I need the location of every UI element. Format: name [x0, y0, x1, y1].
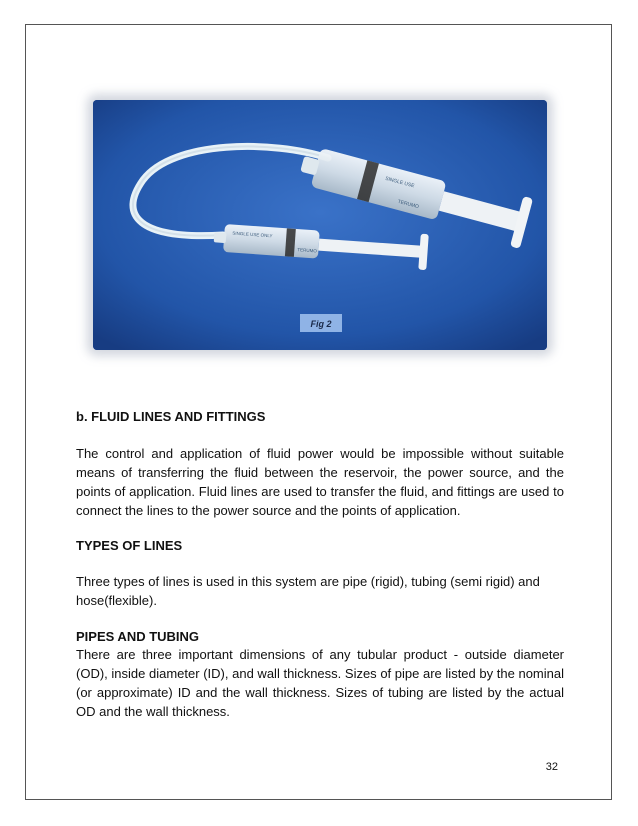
large-syringe-label: SINGLE USE: [384, 175, 416, 190]
large-syringe-brand: TERUMO: [396, 198, 420, 211]
section-b-heading: b. FLUID LINES AND FITTINGS: [76, 409, 266, 424]
pipes-and-tubing-paragraph: There are three important dimensions of any tubular product - outside diameter (OD), inside diameter (ID), and wall thickness. Sizes of pipe are listed by the nominal (or approximate) ID and the wall thickness. Sizes of tubing are listed by the actual OD and the wall thickness.: [76, 647, 564, 719]
small-syringe-label: SINGLE USE ONLY: [232, 230, 273, 239]
types-of-lines-heading: TYPES OF LINES: [76, 538, 183, 553]
page-number: 32: [545, 761, 558, 773]
pipes-and-tubing-heading: PIPES AND TUBING: [76, 629, 200, 644]
syringe-figure: [93, 100, 547, 350]
syringe-illustration: [93, 100, 547, 350]
small-syringe-brand: TERUMO: [297, 247, 318, 254]
figure-caption: Fig 2: [310, 319, 332, 329]
types-of-lines-paragraph: Three types of lines is used in this system are pipe (rigid), tubing (semi rigid) and hose(flexible).: [76, 574, 540, 608]
section-b-paragraph: The control and application of fluid power would be impossible without suitable means of transferring the fluid between the reservoir, the power source, and the points of application. Fluid lines are used to transfer the fluid, and fittings are used to connect the lines to the power source and the points of application.: [76, 446, 564, 518]
